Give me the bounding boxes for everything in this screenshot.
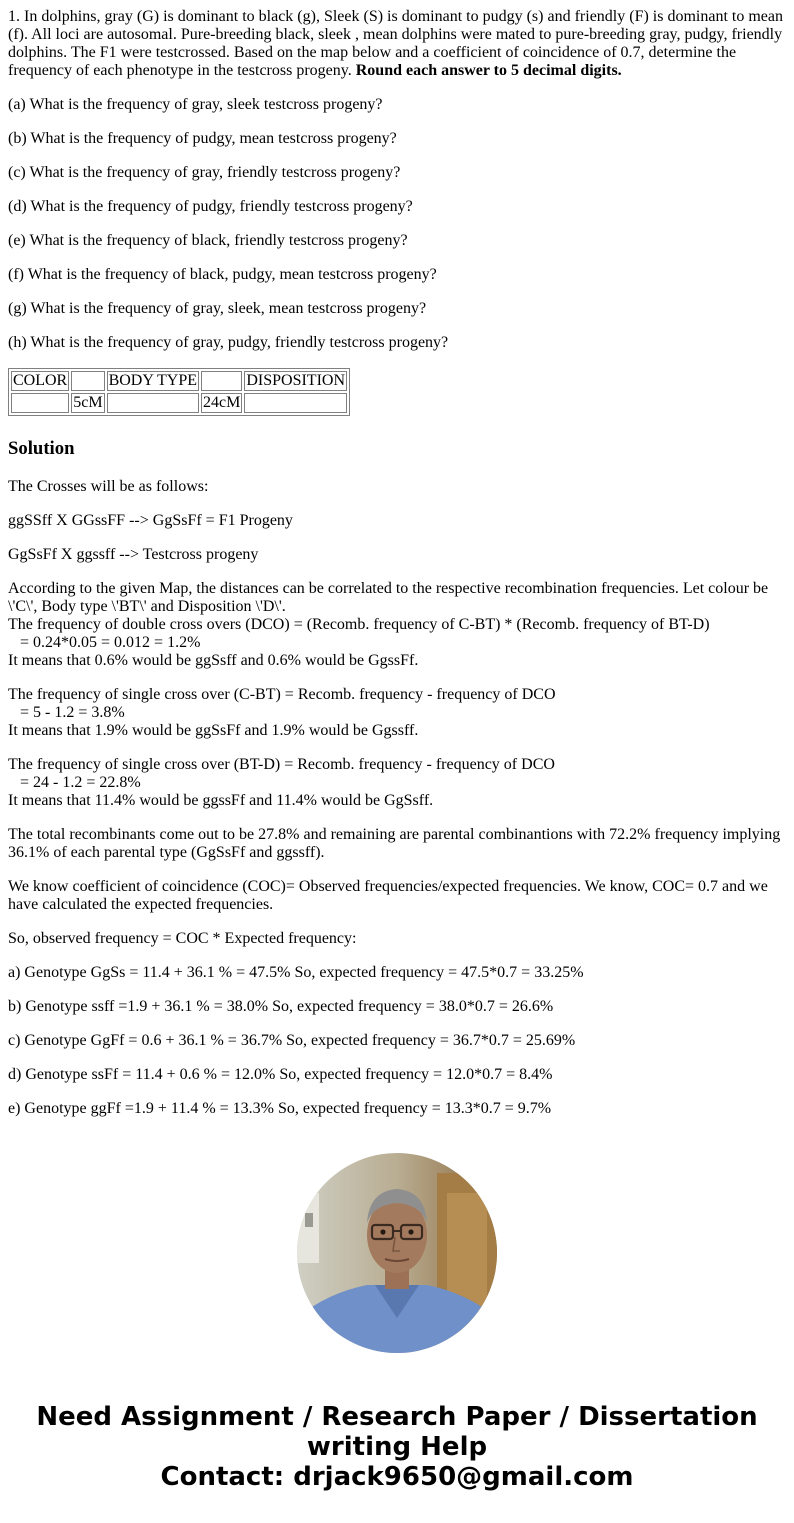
sco1-meaning: It means that 1.9% would be ggSsFf and 1.9% would be Ggssff.	[8, 722, 419, 739]
sco1-calculation: = 5 - 1.2 = 3.8%	[20, 704, 125, 721]
question-part-d: (d) What is the frequency of pudgy, friendly testcross progeny?	[8, 198, 413, 215]
rounding-instruction: Round each answer to 5 decimal digits.	[355, 62, 622, 79]
dco-calculation: = 0.24*0.05 = 0.012 = 1.2%	[20, 634, 201, 651]
answer-b: b) Genotype ssff =1.9 + 36.1 % = 38.0% So, expected frequency = 38.0*0.7 = 26.6%	[8, 998, 554, 1015]
table-cell: COLOR	[13, 372, 68, 389]
promo-line-2: writing Help	[306, 1432, 488, 1462]
table-row	[11, 371, 347, 391]
table-cell	[244, 393, 347, 413]
promo-banner	[0, 1402, 794, 1492]
table-cell: 5cM	[73, 394, 103, 411]
total-recombinants: The total recombinants come out to be 27.8% and remaining are parental combinantions with 72.2% frequency implying 36.1% of each parental type (GgSsFf and ggssff).	[8, 826, 781, 861]
question-intro: 1. In dolphins, gray (G) is dominant to black (g), Sleek (S) is dominant to pudgy (s) and friendly (F) is dominant to mean (f). All loci are autosomal. Pure-breeding black, sleek , mean dolphins were mated to pure-breeding gray, pudgy, friendly dolphins. The F1 were testcrossed. Based on the map below and a coefficient of coincidence of 0.7, determine the frequency of each phenotype in the testcross progeny. Round each answer to 5 decimal digits.	[8, 8, 783, 79]
dco-definition: The frequency of double cross overs (DCO) = (Recomb. frequency of C-BT) * (Recomb. frequency of BT-D)	[8, 616, 710, 633]
promo-line-1: Need Assignment / Research Paper / Dissertation	[36, 1402, 758, 1432]
sco2-calculation: = 24 - 1.2 = 22.8%	[20, 774, 141, 791]
cross-testcross: GgSsFf X ggssff --> Testcross progeny	[8, 546, 259, 563]
avatar	[297, 1153, 497, 1353]
table-cell	[11, 393, 69, 413]
table-cell	[201, 371, 242, 391]
cross-f1: ggSSff X GGssFF --> GgSsFf = F1 Progeny	[8, 512, 293, 529]
promo-contact: Contact: drjack9650@gmail.com	[160, 1462, 634, 1492]
answer-d: d) Genotype ssFf = 11.4 + 0.6 % = 12.0% So, expected frequency = 12.0*0.7 = 8.4%	[8, 1066, 553, 1083]
question-part-g: (g) What is the frequency of gray, sleek, mean testcross progeny?	[8, 300, 427, 317]
table-cell: DISPOSITION	[246, 372, 346, 389]
table-cell	[71, 371, 104, 391]
document-content	[8, 8, 786, 1134]
sco1-definition: The frequency of single cross over (C-BT) = Recomb. frequency - frequency of DCO	[8, 686, 556, 703]
question-part-c: (c) What is the frequency of gray, friendly testcross progeny?	[8, 164, 401, 181]
answer-c: c) Genotype GgFf = 0.6 + 36.1 % = 36.7% So, expected frequency = 36.7*0.7 = 25.69%	[8, 1032, 576, 1049]
map-explanation: According to the given Map, the distances can be correlated to the respective recombination frequencies. Let colour be \'C\', Body type \'BT\' and Disposition \'D\'.	[8, 580, 769, 615]
observed-frequency-intro: So, observed frequency = COC * Expected frequency:	[8, 930, 357, 947]
table-cell: BODY TYPE	[108, 372, 198, 389]
question-part-h: (h) What is the frequency of gray, pudgy, friendly testcross progeny?	[8, 334, 449, 351]
question-part-a: (a) What is the frequency of gray, sleek testcross progeny?	[8, 96, 383, 113]
sco2-meaning: It means that 11.4% would be ggssFf and 11.4% would be GgSsff.	[8, 792, 434, 809]
table-cell	[107, 393, 199, 413]
tutor-portrait-image	[297, 1153, 497, 1353]
table-cell: 24cM	[203, 394, 241, 411]
dco-meaning: It means that 0.6% would be ggSsff and 0.6% would be GgssFf.	[8, 652, 419, 669]
sco2-definition: The frequency of single cross over (BT-D) = Recomb. frequency - frequency of DCO	[8, 756, 555, 773]
answer-e: e) Genotype ggFf =1.9 + 11.4 % = 13.3% So, expected frequency = 13.3*0.7 = 9.7%	[8, 1100, 552, 1117]
table-row	[11, 393, 347, 413]
answer-a: a) Genotype GgSs = 11.4 + 36.1 % = 47.5% So, expected frequency = 47.5*0.7 = 33.25%	[8, 964, 584, 981]
question-part-f: (f) What is the frequency of black, pudgy, mean testcross progeny?	[8, 266, 437, 283]
question-part-e: (e) What is the frequency of black, friendly testcross progeny?	[8, 232, 408, 249]
gene-map-table	[8, 368, 350, 416]
solution-heading: Solution	[8, 438, 75, 459]
coc-explanation: We know coefficient of coincidence (COC)= Observed frequencies/expected frequencies. We know, COC= 0.7 and we have calculated the expected frequencies.	[8, 878, 768, 913]
crosses-intro: The Crosses will be as follows:	[8, 478, 209, 495]
question-part-b: (b) What is the frequency of pudgy, mean testcross progeny?	[8, 130, 397, 147]
